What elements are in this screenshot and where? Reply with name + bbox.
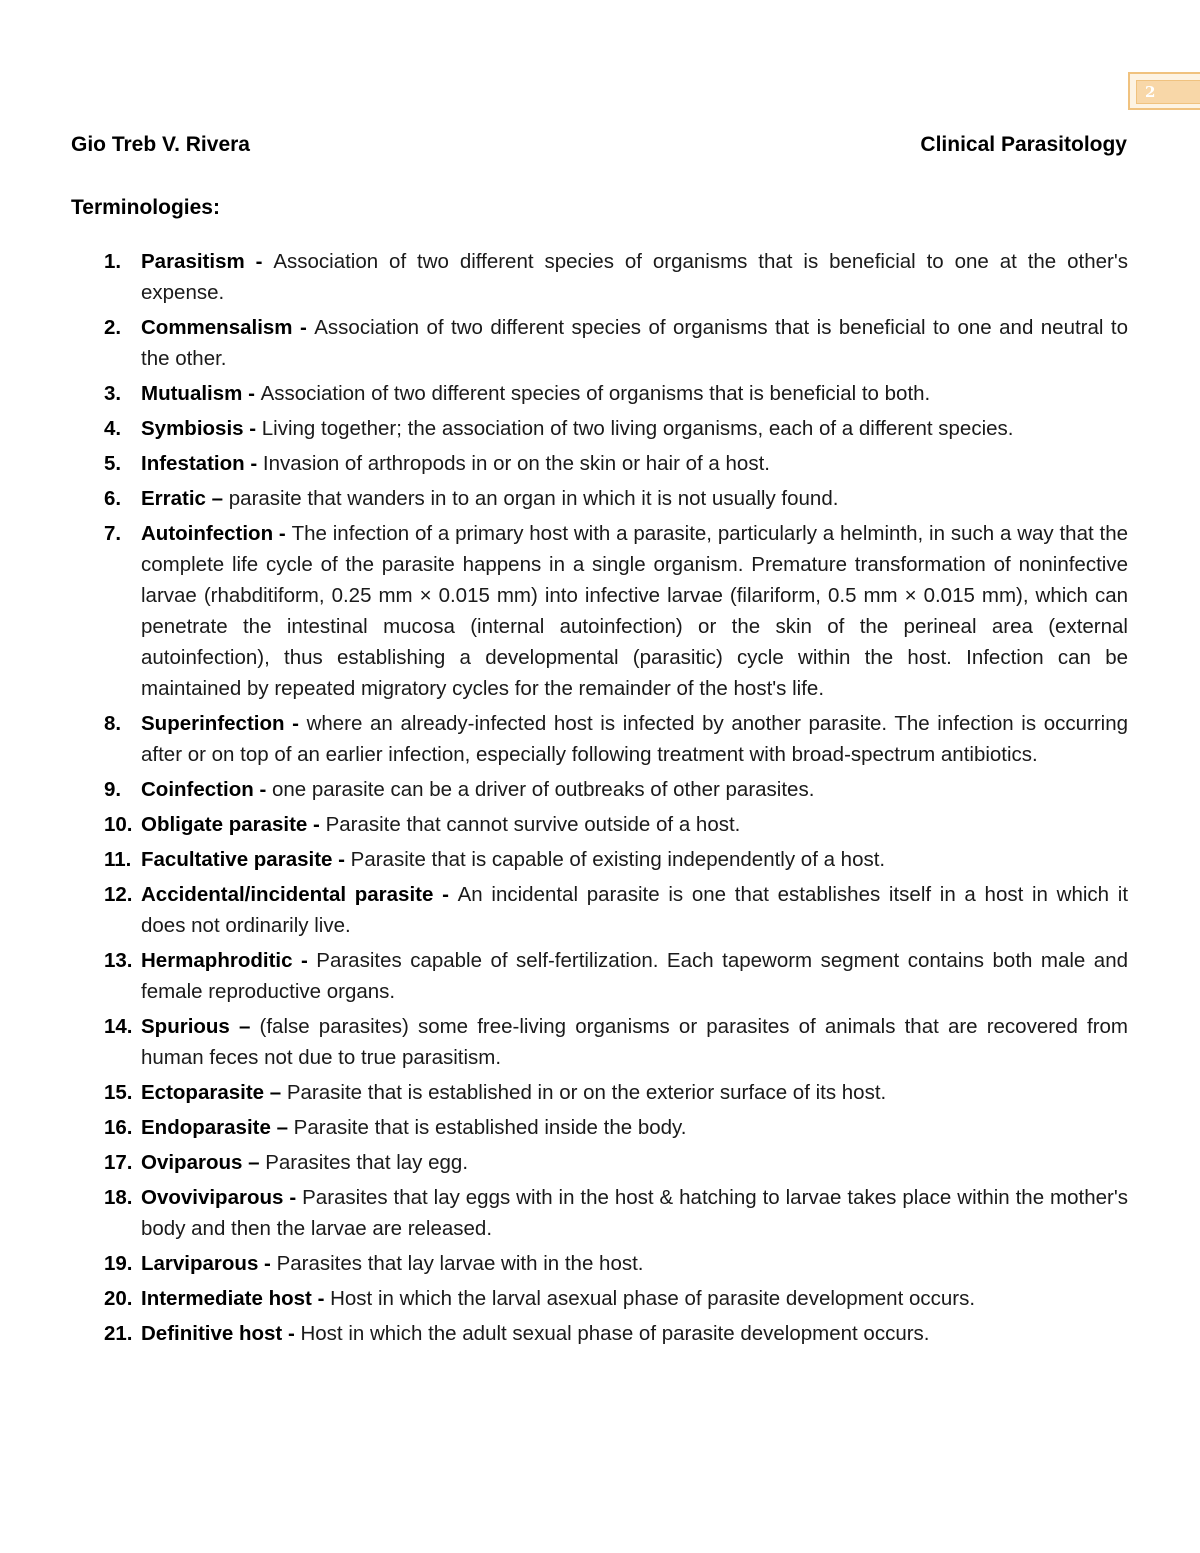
- list-item-number: 15.: [104, 1081, 133, 1104]
- list-item: [0, 378, 1128, 409]
- list-item-number: 1.: [104, 250, 122, 273]
- term-name: Superinfection: [141, 712, 285, 735]
- document-header: [71, 133, 1127, 157]
- term-definition: (false parasites) some free-living organisms or parasites of animals that are recovered from human feces not due to true parasitism.: [141, 1015, 1129, 1069]
- list-item: [0, 945, 1128, 1007]
- term-name: Infestation: [141, 452, 245, 475]
- list-item: [0, 1182, 1128, 1244]
- list-item-number: 21.: [104, 1322, 133, 1345]
- term-separator: -: [243, 417, 262, 440]
- term-definition: Association of two different species of organisms that is beneficial to both.: [260, 382, 931, 405]
- list-item-number: 14.: [104, 1015, 133, 1038]
- term-name: Definitive host: [141, 1322, 283, 1345]
- list-item-number: 6.: [104, 487, 122, 510]
- list-item-number: 3.: [104, 382, 122, 405]
- page-number-inner: [1136, 80, 1200, 104]
- term-name: Commensalism: [141, 316, 293, 339]
- list-item-number: 17.: [104, 1151, 133, 1174]
- term-name: Coinfection: [141, 778, 254, 801]
- list-item-number: 10.: [104, 813, 133, 836]
- course-title: Clinical Parasitology: [920, 133, 1127, 156]
- term-definition: Parasites that lay egg.: [265, 1151, 469, 1174]
- list-item-number: 4.: [104, 417, 122, 440]
- term-separator: -: [283, 1186, 303, 1209]
- term-separator: -: [433, 883, 458, 906]
- list-item: [0, 413, 1128, 444]
- list-item: [0, 1147, 1128, 1178]
- term-separator: -: [284, 712, 307, 735]
- term-name: Larviparous: [141, 1252, 259, 1275]
- term-name: Obligate parasite: [141, 813, 308, 836]
- list-item: [0, 246, 1128, 308]
- section-title: Terminologies:: [71, 196, 220, 219]
- page-number-tab: [1128, 72, 1200, 110]
- list-item: [0, 1077, 1128, 1108]
- author-name: Gio Treb V. Rivera: [71, 133, 250, 156]
- term-definition: one parasite can be a driver of outbreaks of other parasites.: [271, 778, 815, 801]
- list-item: [0, 1248, 1128, 1279]
- list-item: [0, 1283, 1128, 1314]
- term-definition: Host in which the adult sexual phase of parasite development occurs.: [300, 1322, 930, 1345]
- list-item-number: 13.: [104, 949, 133, 972]
- term-name: Parasitism: [141, 250, 245, 273]
- list-item-number: 11.: [104, 848, 132, 871]
- term-name: Ovoviviparous: [141, 1186, 284, 1209]
- term-definition: Parasites capable of self-fertilization. Each tapeworm segment contains both male and female reproductive organs.: [141, 949, 1129, 1003]
- term-name: Intermediate host: [141, 1287, 312, 1310]
- term-definition: where an already-infected host is infected by another parasite. The infection is occurring after or on top of an earlier infection, especially following treatment with broad-spectrum antibiotics.: [141, 712, 1129, 766]
- term-name: Erratic: [141, 487, 206, 510]
- term-definition: Parasite that cannot survive outside of a host.: [325, 813, 741, 836]
- terminology-list: [0, 246, 1128, 1353]
- term-definition: Parasites that lay larvae with in the host.: [276, 1252, 644, 1275]
- list-item: [0, 448, 1128, 479]
- list-item-number: 12.: [104, 883, 133, 906]
- term-definition: parasite that wanders in to an organ in which it is not usually found.: [228, 487, 839, 510]
- list-item: [0, 844, 1128, 875]
- term-separator: -: [332, 848, 351, 871]
- term-name: Mutualism: [141, 382, 243, 405]
- term-separator: –: [229, 1015, 260, 1038]
- term-name: Accidental/incidental parasite: [141, 883, 434, 906]
- term-name: Oviparous: [141, 1151, 243, 1174]
- term-definition: The infection of a primary host with a parasite, particularly a helminth, in such a way that the complete life cycle of the parasite happens in a single organism. Premature transformation of noninfective larvae (rhabditiform, 0.25 mm × 0.015 mm) into infective larvae (filariform, 0.5 mm × 0.015 mm), which can penetrate the intestinal mucosa (internal autoinfection) or the skin of the perineal area (external autoinfection), thus establishing a developmental (parasitic) cycle within the host. Infection can be maintained by repeated migratory cycles for the remainder of the host's life.: [141, 522, 1129, 700]
- term-separator: –: [242, 1151, 266, 1174]
- term-separator: -: [273, 522, 292, 545]
- list-item: [0, 1318, 1128, 1349]
- term-separator: –: [205, 487, 229, 510]
- list-item-number: 5.: [104, 452, 122, 475]
- term-definition: Invasion of arthropods in or on the skin or hair of a host.: [262, 452, 770, 475]
- term-separator: -: [311, 1287, 331, 1310]
- term-name: Autoinfection: [141, 522, 274, 545]
- term-separator: -: [258, 1252, 277, 1275]
- term-separator: -: [282, 1322, 301, 1345]
- list-item: [0, 483, 1128, 514]
- term-definition: Parasite that is established in or on the exterior surface of its host.: [286, 1081, 887, 1104]
- term-separator: -: [242, 382, 261, 405]
- term-separator: -: [244, 250, 274, 273]
- term-separator: -: [292, 316, 315, 339]
- list-item-number: 7.: [104, 522, 122, 545]
- term-separator: -: [244, 452, 263, 475]
- term-definition: Parasite that is capable of existing independently of a host.: [350, 848, 886, 871]
- term-definition: Parasite that is established inside the body.: [293, 1116, 687, 1139]
- term-name: Hermaphroditic: [141, 949, 293, 972]
- list-item-number: 9.: [104, 778, 122, 801]
- list-item-number: 18.: [104, 1186, 133, 1209]
- term-name: Spurious: [141, 1015, 230, 1038]
- list-item-number: 2.: [104, 316, 122, 339]
- list-item: [0, 809, 1128, 840]
- list-item: [0, 1011, 1128, 1073]
- term-name: Endoparasite: [141, 1116, 271, 1139]
- term-name: Ectoparasite: [141, 1081, 265, 1104]
- term-separator: -: [292, 949, 317, 972]
- term-name: Symbiosis: [141, 417, 244, 440]
- list-item: [0, 879, 1128, 941]
- list-item: [0, 1112, 1128, 1143]
- list-item: [0, 774, 1128, 805]
- term-definition: Association of two different species of organisms that is beneficial to one and neutral to the other.: [141, 316, 1128, 370]
- term-separator: -: [253, 778, 272, 801]
- list-item-number: 16.: [104, 1116, 133, 1139]
- term-definition: Parasites that lay eggs with in the host & hatching to larvae takes place within the mother's body and then the larvae are released.: [141, 1186, 1128, 1240]
- term-name: Facultative parasite: [141, 848, 333, 871]
- term-definition: Living together; the association of two living organisms, each of a different species.: [261, 417, 1014, 440]
- term-definition: Association of two different species of organisms that is beneficial to one at the other's expense.: [141, 250, 1128, 304]
- list-item-number: 20.: [104, 1287, 133, 1310]
- term-separator: -: [307, 813, 326, 836]
- list-item: [0, 708, 1128, 770]
- list-item: [0, 518, 1128, 704]
- page-number: 2: [1145, 83, 1156, 101]
- term-definition: An incidental parasite is one that establishes itself in a host in which it does not ordinarily live.: [141, 883, 1129, 937]
- list-item-number: 19.: [104, 1252, 133, 1275]
- list-item-number: 8.: [104, 712, 122, 735]
- list-item: [0, 312, 1128, 374]
- term-separator: –: [264, 1081, 287, 1104]
- term-separator: –: [270, 1116, 294, 1139]
- term-definition: Host in which the larval asexual phase of parasite development occurs.: [330, 1287, 976, 1310]
